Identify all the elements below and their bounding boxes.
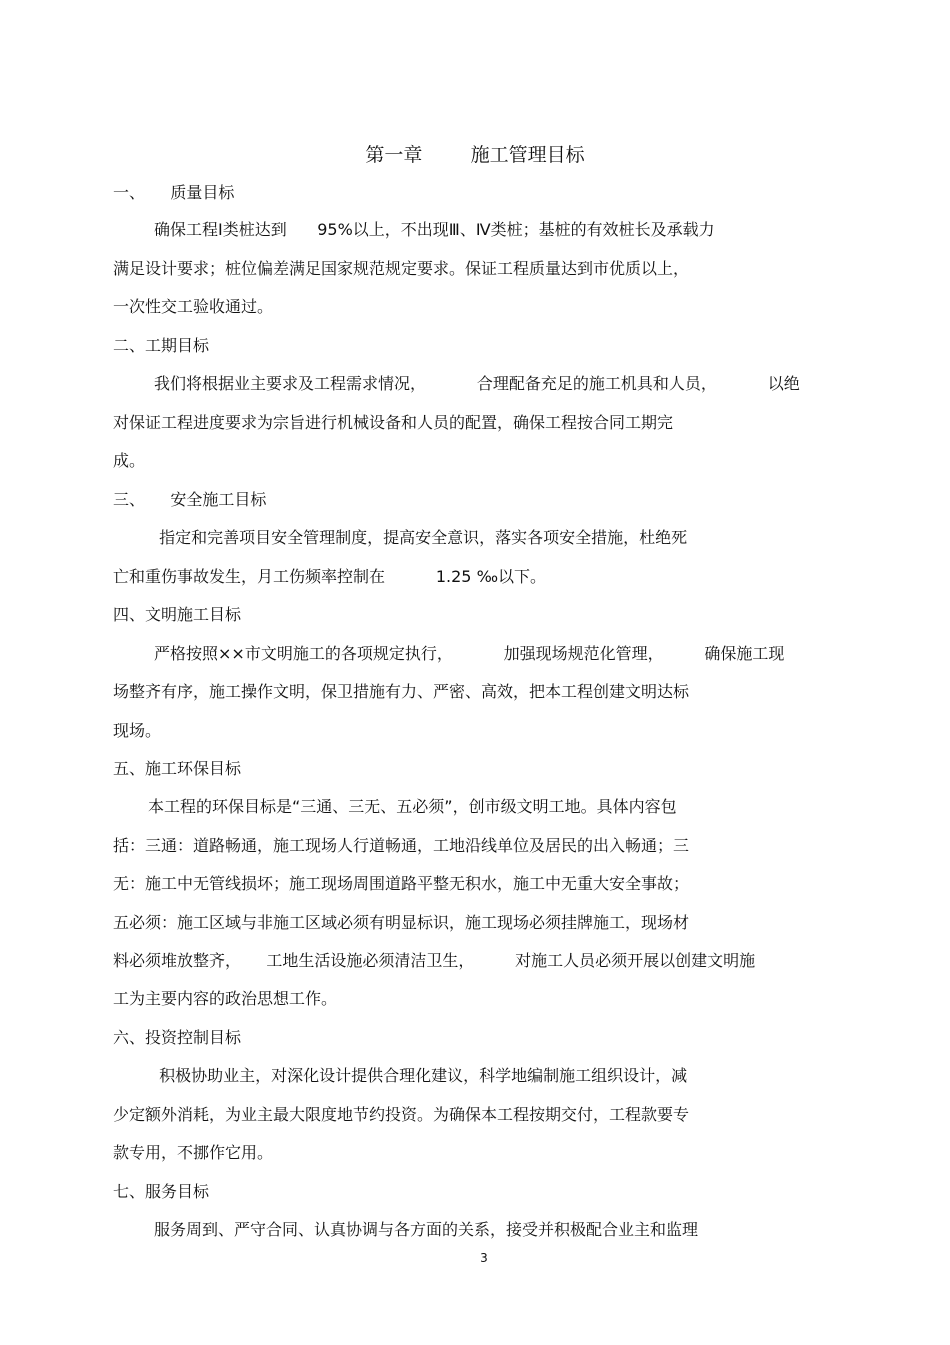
paragraph-line: 满足设计要求；桩位偏差满足国家规范规定要求。保证工程质量达到市优质以上， (113, 259, 690, 278)
paragraph-line: 确保工程Ⅰ类桩达到 95%以上，不出现Ⅲ、Ⅳ类桩；基桩的有效桩长及承载力 (154, 220, 715, 239)
paragraph-line: 现场。 (113, 721, 162, 740)
paragraph-line: 积极协助业主，对深化设计提供合理化建议，科学地编制施工组织设计，减 (154, 1066, 688, 1085)
paragraph-line: 对保证工程进度要求为宗旨进行机械设备和人员的配置，确保工程按合同工期完 (113, 413, 674, 432)
section-heading: 七、服务目标 (113, 1182, 210, 1201)
paragraph-line: 括：三通：道路畅通，施工现场人行道畅通，工地沿线单位及居民的出入畅通；三 (113, 836, 690, 855)
paragraph-line: 场整齐有序，施工操作文明，保卫措施有力、严密、高效，把本工程创建文明达标 (113, 682, 690, 701)
chapter-title: 第一章 施工管理目标 (365, 144, 585, 166)
paragraph-line: 我们将根据业主要求及工程需求情况， 合理配备充足的施工机具和人员， 以绝 (154, 374, 800, 393)
paragraph-line: 料必须堆放整齐， 工地生活设施必须清洁卫生， 对施工人员必须开展以创建文明施 (113, 951, 756, 970)
paragraph-line: 服务周到、严守合同、认真协调与各方面的关系，接受并积极配合业主和监理 (154, 1220, 699, 1239)
section-heading: 二、工期目标 (113, 336, 210, 355)
section-heading: 一、 质量目标 (113, 183, 235, 202)
section-heading: 六、投资控制目标 (113, 1028, 242, 1047)
paragraph-line: 本工程的环保目标是“三通、三无、五必须”，创市级文明工地。具体内容包 (148, 797, 677, 816)
section-heading: 三、 安全施工目标 (113, 490, 267, 509)
paragraph-line: 指定和完善项目安全管理制度，提高安全意识，落实各项安全措施，杜绝死 (154, 528, 688, 547)
paragraph-line: 款专用，不挪作它用。 (113, 1143, 274, 1162)
paragraph-line: 成。 (113, 451, 146, 470)
paragraph-line: 五必须：施工区域与非施工区域必须有明显标识，施工现场必须挂牌施工，现场材 (113, 913, 690, 932)
paragraph-line: 少定额外消耗，为业主最大限度地节约投资。为确保本工程按期交付，工程款要专 (113, 1105, 690, 1124)
paragraph-line: 工为主要内容的政治思想工作。 (113, 989, 338, 1008)
paragraph-line: 严格按照××市文明施工的各项规定执行， 加强现场规范化管理， 确保施工现 (154, 644, 785, 663)
paragraph-line: 无：施工中无管线损坏；施工现场周围道路平整无积水，施工中无重大安全事故； (113, 874, 690, 893)
section-heading: 五、施工环保目标 (113, 759, 242, 778)
paragraph-line: 亡和重伤事故发生，月工伤频率控制在 1.25 ‰以下。 (113, 567, 547, 586)
page-number: 3 (480, 1251, 488, 1265)
section-heading: 四、文明施工目标 (113, 605, 242, 624)
paragraph-line: 一次性交工验收通过。 (113, 297, 274, 316)
